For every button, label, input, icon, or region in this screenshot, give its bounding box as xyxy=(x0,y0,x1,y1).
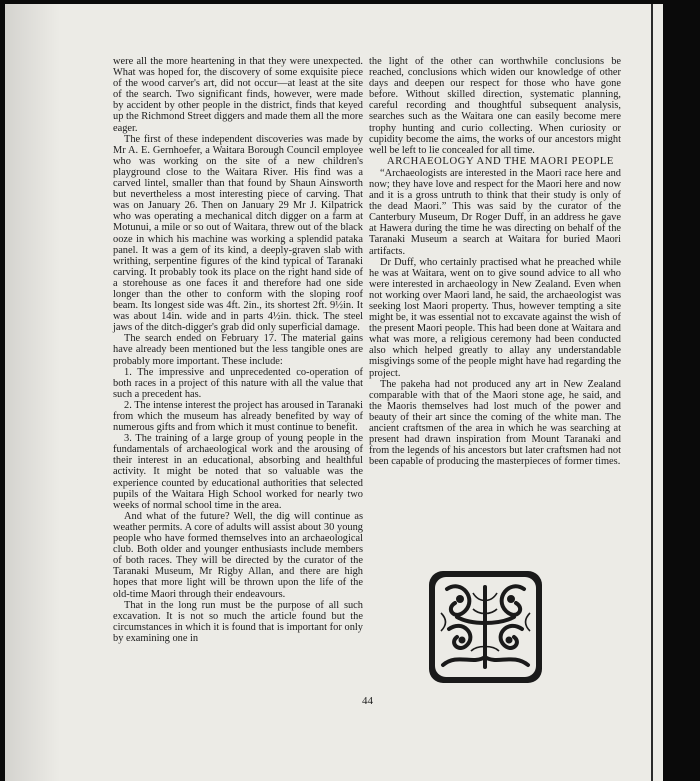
page-edge-rule xyxy=(651,4,653,781)
paragraph: And what of the future? Well, the dig will continue as weather permits. A core of adults will assist about 30 young people who have formed themselves into an archaeological club. Both older and younger enthusiasts include members of both races. They will be directed by the curator of the Taranaki Museum, Mr Rigby Allan, and there are high hopes that more light will be thrown upon the life of the old-time Maori through their endeavours. xyxy=(113,510,363,600)
right-column xyxy=(369,56,621,467)
section-heading: ARCHAEOLOGY AND THE MAORI PEOPLE xyxy=(387,155,614,167)
paragraph: “Archaeologists are interested in the Maori race here and now; they have love and respect for the Maori here and now and it is a gross untruth to think that their study is only of the dead Maori.” This was said by the curator of the Canterbury Museum, Dr Roger Duff, in an address he gave at Hawera during the time he was directing on behalf of the Taranaki Museum a search at Waitara for buried Maori artifacts. xyxy=(369,167,621,257)
paragraph: The search ended on February 17. The material gains have already been mentioned but the less tangible ones are probably more important. These include: xyxy=(113,333,363,367)
left-column xyxy=(113,56,363,644)
document-page xyxy=(5,4,663,781)
paragraph: Dr Duff, who certainly practised what he preached while he was at Waitara, went on to give sound advice to all who were interested in archaeology in New Zealand. Even when not working over Maori land, he said, the archaeologist was seeking lost Maori property. Thus, however tempting a site might be, it was essential not to excavate against the wish of the present Maori people. This had been done at Waitara and what was more, a religious ceremony had been conducted also which helped greatly to allay any understandable misgivings some of the people might have had regarding the project. xyxy=(369,256,621,379)
page-number: 44 xyxy=(362,695,373,707)
paragraph: 2. The intense interest the project has aroused in Taranaki from which the museum has already benefited by way of numerous gifts and from which it must continue to benefit. xyxy=(113,399,363,434)
paragraph: 3. The training of a large group of young people in the fundamentals of archaeological work and the arousing of their interest in an educational, absorbing and healthful activity. It might be noted that so valuable was the experience counted by educational authorities that selected pupils of the Waitara High School worked for nearly two weeks of normal school time in the area. xyxy=(113,433,363,511)
paragraph: The pakeha had not produced any art in New Zealand comparable with that of the Maori stone age, he said, and the Maoris themselves had lost much of the power and beauty of their art since the coming of the white man. The ancient craftsmen of the area in which he was searching at present had drawn inspiration from Mount Taranaki and from the legends of his ancestors but later craftsmen had not been capable of producing the masterpieces of former times. xyxy=(369,378,621,468)
paragraph: were all the more heartening in that they were unexpected. What was hoped for, the discovery of some exquisite piece of the wood carver's art, did not occur—at least at the site of the search. Two significant finds, however, were made by accident by other people in the district, finds that keyed up the Richmond Street diggers and made them all the more eager. xyxy=(113,56,363,134)
paragraph: 1. The impressive and unprecedented co-operation of both races in a project of this nature with all the value that such a precedent has. xyxy=(113,366,363,400)
maori-carving-illustration xyxy=(427,569,544,685)
paragraph: the light of the other can worthwhile conclusions be reached, conclusions which widen our knowledge of other days and deepen our respect for those who have gone before. Without skilled direction, systematic planning, careful recording and thoughtful subsequent analysis, searches such as the Waitara one can easily become mere trophy hunting and curio collecting. When curiosity or cupidity become the aims, the works of our ancestors might well be left to lie concealed for all time. xyxy=(369,56,621,156)
paragraph: That in the long run must be the purpose of all such excavation. It is not so much the article found but the circumstances in which it is found that is important for only by examining one in xyxy=(113,599,363,644)
paragraph: The first of these independent discoveries was made by Mr A. E. Gernhoefer, a Waitara Borough Council employee who was working on the site of a new children's playground close to the Waitara River. His find was a carved lintel, smaller than that found by Shaun Ainsworth but nevertheless a most interesting piece of carving. That was on January 26. Then on January 29 Mr J. Kilpatrick who was operating a mechanical ditch digger on a farm at Motunui, a mile or so out of Waitara, threw out of the black ooze in which his machine was working a splendid pataka panel. It was a gem of its kind, a deeply-graven slab with writhing, serpentine figures of the kind typical of Taranaki carving. It probably took its place on the right hand side of a storehouse as one faces it and therefore had one side longer than the other to conform with the sloping roof beam. Its longest side was 4ft. 2in., its shortest 2ft. 9½in. It was about 14in. wide and in parts 4½in. thick. The steel jaws of the ditch-digger's grab did only superficial damage. xyxy=(113,133,363,334)
